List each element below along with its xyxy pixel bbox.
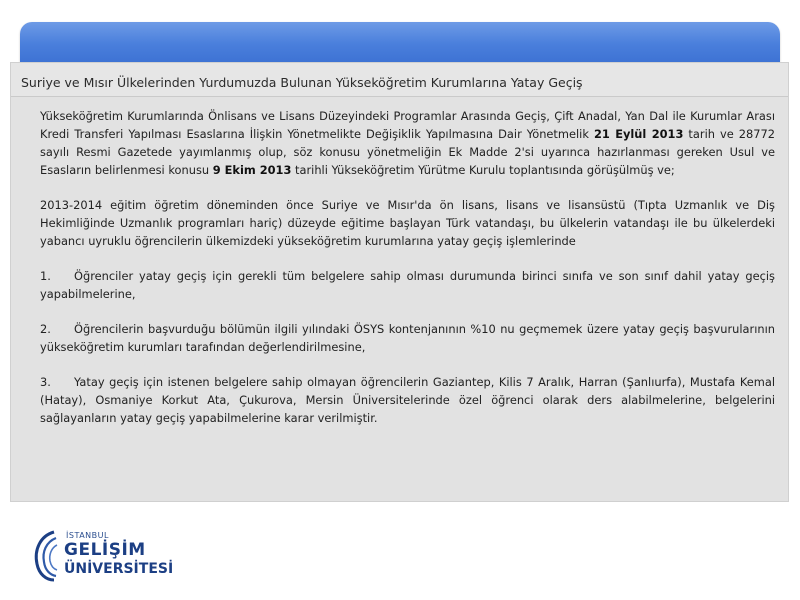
date-bold: 9 Ekim 2013 [212,163,292,177]
logo-sub-text: ÜNİVERSİTESİ [64,561,174,577]
slide-header-bar [20,22,780,62]
content-panel [10,62,789,502]
document-body [40,107,775,427]
item-text: Öğrencilerin başvurduğu bölümün ilgili yılındaki ÖSYS kontenjanının %10 nu geçmemek üzere yatay geçiş başvurularının yükseköğretim kurumları tarafından değerlendirilmesine, [40,322,775,354]
logo-main-text: GELİŞİM [64,540,146,560]
list-item [40,373,775,427]
item-text: Yatay geçiş için istenen belgelere sahip olmayan öğrencilerin Gaziantep, Kilis 7 Aralık, Harran (Şanlıurfa), Mustafa Kemal (Hatay), Osmaniye Korkut Ata, Çukurova, Mersin Üniversitelerinde özel öğrenci olarak ders alabilmelerine, belgelerini sağlayanların yatay geçiş yapabilmelerine karar verilmiştir. [40,375,775,425]
list-item [40,267,775,303]
logo-city-text: İSTANBUL [66,531,109,540]
paragraph-intro: Yükseköğretim Kurumlarında Önlisans ve Lisans Düzeyindeki Programlar Arasında Geçiş, Çift Anadal, Yan Dal ile Kurumlar Arası Kredi Transferi Yapılması Esaslarına İlişkin Yönetmelikte Değişiklik Yapılmasına Dair Yönetmelik 21 Eylül 2013 tarih ve 28772 sayılı Resmi Gazetede yayımlanmış olup, söz konusu yönetmeliğin Ek Madde 2'si uyarınca hazırlanması gereken Usul ve Esasların belirlenmesi konusu 9 Ekim 2013 tarihli Yükseköğretim Yürütme Kurulu toplantısında görüşülmüş ve; [40,109,775,177]
list-item [40,320,775,356]
university-logo [32,528,202,584]
slide-title: Suriye ve Mısır Ülkelerinden Yurdumuzda Bulunan Yükseköğretim Kurumlarına Yatay Geçiş [11,63,788,97]
logo-emblem-icon [32,528,62,582]
item-text: Öğrenciler yatay geçiş için gerekli tüm belgelere sahip olması durumunda birinci sınıfa ve son sınıf dahil yatay geçiş yapabilmelerine, [40,269,775,301]
item-number: 2. [40,322,51,336]
paragraph-scope: 2013-2014 eğitim öğretim döneminden önce Suriye ve Mısır'da ön lisans, lisans ve lisansüstü (Tıpta Uzmanlık ve Diş Hekimliğinde Uzmanlık programları hariç) düzeyde eğitime başlayan Türk vatandaşı, bu ülkelerin vatandaşı ile bu ülkelerdeki yabancı uyruklu öğrencilerin ülkemizdeki yükseköğretim kurumlarına yatay geçiş işlemlerinde [40,198,775,248]
item-number: 1. [40,269,51,283]
item-number: 3. [40,375,51,389]
date-bold: 21 Eylül 2013 [593,127,684,141]
